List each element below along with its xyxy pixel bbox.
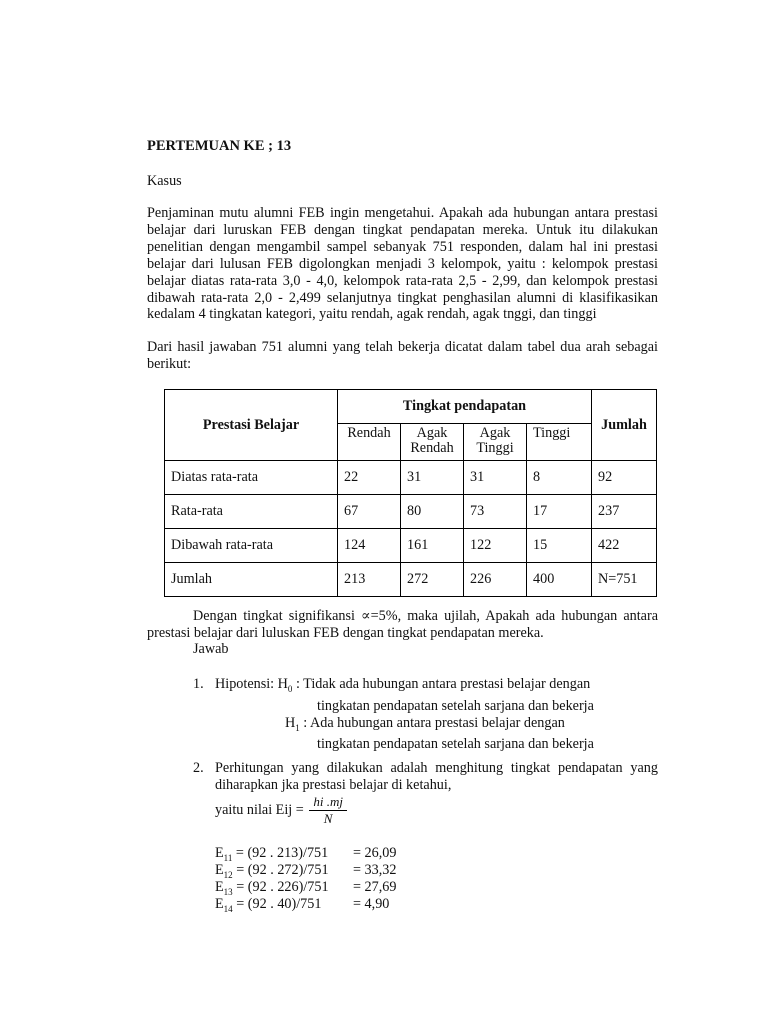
table-cell: 124 bbox=[338, 529, 401, 563]
equation-result: = 4,90 bbox=[353, 896, 390, 912]
table-cell: 213 bbox=[338, 563, 401, 597]
row-label: Rata-rata bbox=[165, 495, 338, 529]
column-header: Rendah bbox=[338, 424, 401, 461]
equation-line: $E_{11} = (92$ . 213)/751 = 26,09 bbox=[215, 845, 397, 863]
formula-fraction bbox=[309, 794, 347, 827]
table-cell: 122 bbox=[464, 529, 527, 563]
question-paragraph: Dengan tingkat signifikansi ∝=5%, maka ujilah, Apakah ada hubungan antara prestasi belajar dari luluskan FEB dengan tingkat pendapatan mereka. bbox=[147, 608, 658, 641]
total-header: Jumlah bbox=[592, 390, 657, 461]
table-cell: 22 bbox=[338, 461, 401, 495]
table-cell: 31 bbox=[401, 461, 464, 495]
h1-line bbox=[215, 715, 655, 737]
h1-continuation: tingkatan pendapatan setelah sarjana dan bekerja bbox=[317, 736, 594, 753]
table-cell: 80 bbox=[401, 495, 464, 529]
row-total: N=751 bbox=[592, 563, 657, 597]
column-header: Agak Rendah bbox=[401, 424, 464, 461]
h0-text: : Tidak ada hubungan antara prestasi belajar dengan bbox=[292, 676, 591, 692]
answer-label: Jawab bbox=[193, 641, 229, 657]
table-row bbox=[165, 563, 657, 597]
table-cell: 8 bbox=[527, 461, 592, 495]
equation-expression: = (92 . 40)/751 bbox=[232, 896, 322, 912]
h1-prefix: H bbox=[285, 714, 296, 731]
table-cell: 400 bbox=[527, 563, 592, 597]
table-cell: 67 bbox=[338, 495, 401, 529]
table-row bbox=[165, 461, 657, 495]
row-total: 92 bbox=[592, 461, 657, 495]
formula-prefix: yaitu nilai Eij = bbox=[215, 801, 308, 818]
contingency-table bbox=[164, 389, 657, 597]
item-number: 1. bbox=[193, 676, 204, 692]
equation-subscript: 13 bbox=[223, 886, 233, 897]
equation-result: = 33,32 bbox=[353, 862, 397, 878]
page-title: PERTEMUAN KE ; 13 bbox=[147, 138, 292, 154]
column-header: Agak Tinggi bbox=[464, 424, 527, 461]
equation-subscript: 14 bbox=[223, 903, 233, 914]
row-total: 422 bbox=[592, 529, 657, 563]
formula-numerator: hi .mj bbox=[309, 794, 347, 811]
h0-continuation: tingkatan pendapatan setelah sarjana dan bekerja bbox=[317, 697, 594, 714]
table-cell: 15 bbox=[527, 529, 592, 563]
table-intro-paragraph: Dari hasil jawaban 751 alumni yang telah bekerja dicatat dalam tabel dua arah sebagai berikut: bbox=[147, 339, 658, 372]
calculation-text: Perhitungan yang dilakukan adalah menghitung tingkat pendapatan yang diharapkan jka prestasi belajar di ketahui, bbox=[215, 760, 658, 793]
table-cell: 272 bbox=[401, 563, 464, 597]
table-cell: 161 bbox=[401, 529, 464, 563]
equation-subscript: 12 bbox=[223, 869, 233, 880]
h1-text: : Ada hubungan antara prestasi belajar dengan bbox=[299, 714, 565, 731]
h1-subscript: 1 bbox=[295, 722, 300, 733]
table-cell: 17 bbox=[527, 495, 592, 529]
expected-value-formula bbox=[215, 794, 347, 827]
group-header: Tingkat pendapatan bbox=[338, 390, 592, 424]
equation-expression: = (92 . 226)/751 bbox=[232, 879, 329, 895]
section-heading: Kasus bbox=[147, 173, 182, 189]
row-label: Diatas rata-rata bbox=[165, 461, 338, 495]
equation-line: $E_{14} = (92$ . 40)/751 = 4,90 bbox=[215, 896, 390, 914]
case-paragraph: Penjaminan mutu alumni FEB ingin mengetahui. Apakah ada hubungan antara prestasi belajar dari luruskan FEB dengan tingkat pendapatan mereka. Untuk itu dilakukan penelitian dengan mengambil sampel sebanyak 751 responden, dalam hal ini prestasi belajar dari lulusan FEB digolongkan menjadi 3 kelompok, yaitu : kelompok prestasi belajar diatas rata-rata 3,0 - 4,0, kelompok rata-rata 2,5 - 2,99, dan kelompok prestasi dibawah rata-rata 2,0 - 2,499 selanjutnya tingkat penghasilan alumni di klasifikasikan kedalam 4 tingkatan kategori, yaitu rendah, agak rendah, agak tnggi, dan tinggi bbox=[147, 205, 658, 323]
equation-line: $E_{13} = (92$ . 226)/751 = 27,69 bbox=[215, 879, 397, 897]
equation-result: = 27,69 bbox=[353, 879, 397, 895]
hypothesis-text bbox=[215, 676, 655, 753]
row-total: 237 bbox=[592, 495, 657, 529]
equation-expression: = (92 . 272)/751 bbox=[232, 862, 329, 878]
row-label: Jumlah bbox=[165, 563, 338, 597]
equation-subscript: 11 bbox=[223, 852, 233, 863]
equation-expression: = (92 . 213)/751 bbox=[232, 845, 329, 861]
table-cell: 226 bbox=[464, 563, 527, 597]
formula-denominator: N bbox=[323, 811, 333, 826]
table-cell: 73 bbox=[464, 495, 527, 529]
h0-subscript: 0 bbox=[287, 683, 293, 694]
table-cell: 31 bbox=[464, 461, 527, 495]
table-row bbox=[165, 495, 657, 529]
item-number: 2. bbox=[193, 760, 204, 776]
h0-line bbox=[215, 676, 590, 692]
row-header: Prestasi Belajar bbox=[165, 390, 338, 461]
equation-result: = 26,09 bbox=[353, 845, 397, 861]
row-label: Dibawah rata-rata bbox=[165, 529, 338, 563]
column-header: Tinggi bbox=[527, 424, 592, 461]
table-row bbox=[165, 529, 657, 563]
h0-prefix: Hipotensi: H bbox=[215, 676, 288, 692]
equation-line: $E_{12} = (92$ . 272)/751 = 33,32 bbox=[215, 862, 397, 880]
